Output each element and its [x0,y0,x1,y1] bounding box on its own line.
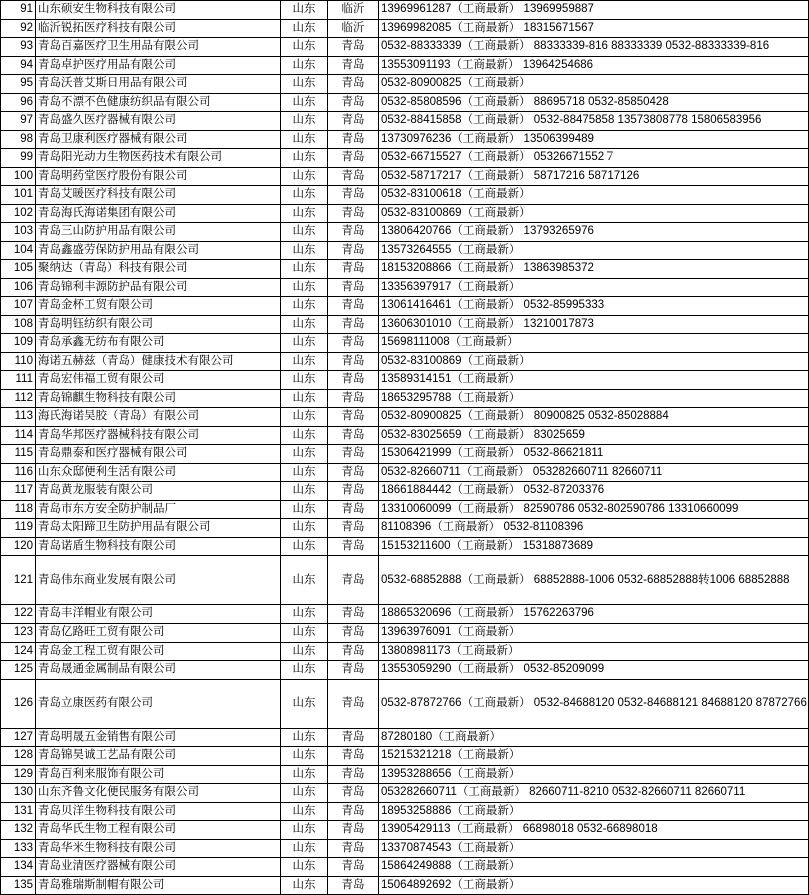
company-name-cell: 青岛海氏海诺集团有限公司 [36,204,281,223]
city-cell: 青岛 [328,297,379,316]
company-name-cell: 青岛沃普艾斯日用品有限公司 [36,75,281,94]
company-name-cell: 海氏海诺吴胶（青岛）有限公司 [36,408,281,427]
city-cell: 青岛 [328,623,379,642]
city-cell: 青岛 [328,839,379,858]
phone-cell: 13553091193（工商最新） 13964254686 [379,56,809,75]
row-index-cell: 134 [1,858,36,877]
phone-cell: 053282660711（工商最新） 82660711-8210 0532-82660711 82660711 [379,784,809,803]
phone-cell: 13730976236（工商最新） 13506399489 [379,130,809,149]
company-name-cell: 青岛华米生物科技有限公司 [36,839,281,858]
table-row[interactable] [1,679,809,728]
province-cell: 山东 [281,537,328,556]
table-row[interactable] [1,334,809,353]
row-index-cell: 100 [1,167,36,186]
province-cell: 山东 [281,112,328,131]
phone-cell: 18661884442（工商最新） 0532-87203376 [379,482,809,501]
company-name-cell: 青岛伟东商业发展有限公司 [36,556,281,605]
company-name-cell: 青岛三山防护用品有限公司 [36,223,281,242]
table-row[interactable] [1,19,809,38]
phone-cell: 13905429113（工商最新） 66898018 0532-66898018 [379,821,809,840]
company-name-cell: 青岛艾暖医疗科技有限公司 [36,186,281,205]
province-cell: 山东 [281,223,328,242]
company-name-cell: 山东众邸便利生活有限公司 [36,463,281,482]
company-name-cell: 青岛雅瑞斯制帽有限公司 [36,876,281,895]
company-name-cell: 青岛华邦医疗器械科技有限公司 [36,426,281,445]
city-cell: 青岛 [328,260,379,279]
province-cell: 山东 [281,519,328,538]
phone-cell: 15698111008（工商最新） [379,334,809,353]
row-index-cell: 114 [1,426,36,445]
company-name-cell: 青岛锦麒生物科技有限公司 [36,389,281,408]
company-name-cell: 青岛不漂不色健康纺织品有限公司 [36,93,281,112]
company-name-cell: 青岛市东方安全防护制品厂 [36,500,281,519]
province-cell: 山东 [281,876,328,895]
phone-cell: 15064892692（工商最新） [379,876,809,895]
row-index-cell: 106 [1,278,36,297]
province-cell: 山东 [281,821,328,840]
row-index-cell: 101 [1,186,36,205]
table-row[interactable] [1,728,809,747]
company-name-cell: 青岛晟通金属制品有限公司 [36,661,281,680]
company-name-cell: 青岛明钰纺织有限公司 [36,315,281,334]
company-name-cell: 青岛百嘉医疗卫生用品有限公司 [36,38,281,57]
table-row[interactable] [1,241,809,260]
city-cell: 青岛 [328,93,379,112]
company-name-cell: 青岛明晟五金销售有限公司 [36,728,281,747]
row-index-cell: 112 [1,389,36,408]
table-row[interactable] [1,186,809,205]
company-name-cell: 青岛百利来服饰有限公司 [36,765,281,784]
province-cell: 山东 [281,839,328,858]
phone-cell: 15864249888（工商最新） [379,858,809,877]
table-row[interactable] [1,278,809,297]
company-name-cell: 青岛鼎泰和医疗器械有限公司 [36,445,281,464]
row-index-cell: 94 [1,56,36,75]
table-row[interactable] [1,204,809,223]
phone-cell: 0532-83100618（工商最新） [379,186,809,205]
row-index-cell: 125 [1,661,36,680]
phone-cell: 13589314151（工商最新） [379,371,809,390]
phone-cell: 18153208866（工商最新） 13863985372 [379,260,809,279]
province-cell: 山东 [281,642,328,661]
company-name-cell: 青岛承鑫无纺布有限公司 [36,334,281,353]
city-cell: 青岛 [328,75,379,94]
province-cell: 山东 [281,278,328,297]
city-cell: 临沂 [328,19,379,38]
city-cell: 青岛 [328,130,379,149]
city-cell: 青岛 [328,642,379,661]
city-cell: 青岛 [328,765,379,784]
company-name-cell: 青岛贝洋生物科技有限公司 [36,802,281,821]
province-cell: 山东 [281,500,328,519]
province-cell: 山东 [281,747,328,766]
row-index-cell: 118 [1,500,36,519]
table-row[interactable] [1,858,809,877]
city-cell: 青岛 [328,747,379,766]
row-index-cell: 97 [1,112,36,131]
phone-cell: 0532-68852888（工商最新） 68852888-1006 0532-68852888转1006 68852888 [379,556,809,605]
table-row[interactable] [1,784,809,803]
city-cell: 临沂 [328,1,379,20]
table-row[interactable] [1,747,809,766]
province-cell: 山东 [281,605,328,624]
row-index-cell: 105 [1,260,36,279]
company-name-cell: 青岛诺盾生物科技有限公司 [36,537,281,556]
city-cell: 青岛 [328,821,379,840]
province-cell: 山东 [281,784,328,803]
phone-cell: 13553059290（工商最新） 0532-85209099 [379,661,809,680]
city-cell: 青岛 [328,408,379,427]
phone-cell: 0532-83100869（工商最新） [379,204,809,223]
city-cell: 青岛 [328,661,379,680]
company-name-cell: 海诺五赫兹（青岛）健康技术有限公司 [36,352,281,371]
phone-cell: 0532-58717217（工商最新） 58717216 58717126 [379,167,809,186]
phone-cell: 0532-88333339（工商最新） 88333339-816 88333339 0532-88333339-816 [379,38,809,57]
table-row[interactable] [1,556,809,605]
province-cell: 山东 [281,1,328,20]
company-name-cell: 青岛亿路旺工贸有限公司 [36,623,281,642]
row-index-cell: 111 [1,371,36,390]
city-cell: 青岛 [328,167,379,186]
province-cell: 山东 [281,93,328,112]
company-name-cell: 青岛金工程工贸有限公司 [36,642,281,661]
table-row[interactable] [1,463,809,482]
province-cell: 山东 [281,408,328,427]
province-cell: 山东 [281,445,328,464]
company-name-cell: 青岛阳光动力生物医药技术有限公司 [36,149,281,168]
province-cell: 山东 [281,679,328,728]
province-cell: 山东 [281,661,328,680]
phone-cell: 0532-82660711（工商最新） 053282660711 82660711 [379,463,809,482]
company-name-cell: 青岛业清医疗器械有限公司 [36,858,281,877]
company-name-cell: 青岛盛久医疗器械有限公司 [36,112,281,131]
row-index-cell: 119 [1,519,36,538]
province-cell: 山东 [281,482,328,501]
province-cell: 山东 [281,56,328,75]
city-cell: 青岛 [328,149,379,168]
table-row[interactable] [1,260,809,279]
company-name-cell: 青岛锦昊诚工艺品有限公司 [36,747,281,766]
province-cell: 山东 [281,352,328,371]
row-index-cell: 102 [1,204,36,223]
city-cell: 青岛 [328,112,379,131]
row-index-cell: 124 [1,642,36,661]
company-name-cell: 聚纳达（青岛）科技有限公司 [36,260,281,279]
table-row[interactable] [1,38,809,57]
row-index-cell: 132 [1,821,36,840]
company-name-cell: 青岛立康医药有限公司 [36,679,281,728]
province-cell: 山东 [281,802,328,821]
phone-cell: 0532-83025659（工商最新） 83025659 [379,426,809,445]
province-cell: 山东 [281,728,328,747]
city-cell: 青岛 [328,334,379,353]
row-index-cell: 130 [1,784,36,803]
table-row[interactable] [1,315,809,334]
company-name-cell: 青岛太阳蹄卫生防护用品有限公司 [36,519,281,538]
table-row[interactable] [1,75,809,94]
phone-cell: 13370874543（工商最新） [379,839,809,858]
table-row[interactable] [1,839,809,858]
phone-cell: 0532-66715527（工商最新） 05326671552７ [379,149,809,168]
table-row[interactable] [1,765,809,784]
province-cell: 山东 [281,38,328,57]
company-name-cell: 青岛鑫盛劳保防护用品有限公司 [36,241,281,260]
table-row[interactable] [1,167,809,186]
phone-cell: 15153211600（工商最新） 15318873689 [379,537,809,556]
table-row[interactable] [1,426,809,445]
province-cell: 山东 [281,75,328,94]
table-row[interactable] [1,623,809,642]
company-name-cell: 青岛金杯工贸有限公司 [36,297,281,316]
company-name-cell: 青岛黄龙服装有限公司 [36,482,281,501]
row-index-cell: 104 [1,241,36,260]
city-cell: 青岛 [328,223,379,242]
company-name-cell: 青岛明药堂医疗股份有限公司 [36,167,281,186]
row-index-cell: 93 [1,38,36,57]
phone-cell: 13356397917（工商最新） [379,278,809,297]
city-cell: 青岛 [328,858,379,877]
table-body [1,1,809,895]
company-name-cell: 青岛锦利丰源防护品有限公司 [36,278,281,297]
city-cell: 青岛 [328,278,379,297]
phone-cell: 13061416461（工商最新） 0532-85995333 [379,297,809,316]
company-name-cell: 青岛卫康利医疗器械有限公司 [36,130,281,149]
phone-cell: 15306421999（工商最新） 0532-86621811 [379,445,809,464]
row-index-cell: 126 [1,679,36,728]
city-cell: 青岛 [328,500,379,519]
phone-cell: 0532-88415858（工商最新） 0532-88475858 13573808778 15806583956 [379,112,809,131]
city-cell: 青岛 [328,352,379,371]
city-cell: 青岛 [328,556,379,605]
company-name-cell: 青岛丰洋帽业有限公司 [36,605,281,624]
table-row[interactable] [1,408,809,427]
city-cell: 青岛 [328,56,379,75]
company-name-cell: 山东硕安生物科技有限公司 [36,1,281,20]
table-row[interactable] [1,445,809,464]
table-row[interactable] [1,371,809,390]
phone-cell: 13969961287（工商最新） 13969959887 [379,1,809,20]
row-index-cell: 128 [1,747,36,766]
phone-cell: 0532-83100869（工商最新） [379,352,809,371]
table-row[interactable] [1,352,809,371]
province-cell: 山东 [281,463,328,482]
table-row[interactable] [1,56,809,75]
phone-cell: 13953288656（工商最新） [379,765,809,784]
city-cell: 青岛 [328,315,379,334]
row-index-cell: 103 [1,223,36,242]
province-cell: 山东 [281,186,328,205]
city-cell: 青岛 [328,186,379,205]
row-index-cell: 98 [1,130,36,149]
phone-cell: 0532-87872766（工商最新） 0532-84688120 0532-84688121 84688120 87872766 [379,679,809,728]
row-index-cell: 107 [1,297,36,316]
row-index-cell: 123 [1,623,36,642]
phone-cell: 0532-85808596（工商最新） 88695718 0532-85850428 [379,93,809,112]
row-index-cell: 127 [1,728,36,747]
phone-cell: 13969982085（工商最新） 18315671567 [379,19,809,38]
phone-cell: 0532-80900825（工商最新） [379,75,809,94]
row-index-cell: 121 [1,556,36,605]
table-row[interactable] [1,130,809,149]
city-cell: 青岛 [328,463,379,482]
row-index-cell: 129 [1,765,36,784]
city-cell: 青岛 [328,679,379,728]
row-index-cell: 110 [1,352,36,371]
phone-cell: 13808981173（工商最新） [379,642,809,661]
city-cell: 青岛 [328,426,379,445]
table-row[interactable] [1,605,809,624]
row-index-cell: 133 [1,839,36,858]
province-cell: 山东 [281,19,328,38]
phone-cell: 13573264555（工商最新） [379,241,809,260]
city-cell: 青岛 [328,204,379,223]
company-name-cell: 青岛宏伟福工贸有限公司 [36,371,281,390]
phone-cell: 13606301010（工商最新） 13210017873 [379,315,809,334]
row-index-cell: 113 [1,408,36,427]
province-cell: 山东 [281,204,328,223]
province-cell: 山东 [281,167,328,186]
province-cell: 山东 [281,130,328,149]
phone-cell: 18653295788（工商最新） [379,389,809,408]
table-row[interactable] [1,519,809,538]
row-index-cell: 95 [1,75,36,94]
city-cell: 青岛 [328,371,379,390]
table-row[interactable] [1,537,809,556]
phone-cell: 13806420766（工商最新） 13793265976 [379,223,809,242]
province-cell: 山东 [281,260,328,279]
city-cell: 青岛 [328,389,379,408]
table-row[interactable] [1,642,809,661]
province-cell: 山东 [281,315,328,334]
province-cell: 山东 [281,334,328,353]
row-index-cell: 116 [1,463,36,482]
province-cell: 山东 [281,297,328,316]
table-row[interactable] [1,876,809,895]
row-index-cell: 120 [1,537,36,556]
table-row[interactable] [1,802,809,821]
table-row[interactable] [1,223,809,242]
city-cell: 青岛 [328,445,379,464]
city-cell: 青岛 [328,728,379,747]
table-row[interactable] [1,482,809,501]
row-index-cell: 135 [1,876,36,895]
row-index-cell: 99 [1,149,36,168]
province-cell: 山东 [281,426,328,445]
city-cell: 青岛 [328,784,379,803]
company-name-cell: 山东齐鲁文化便民服务有限公司 [36,784,281,803]
phone-cell: 18865320696（工商最新） 15762263796 [379,605,809,624]
province-cell: 山东 [281,389,328,408]
city-cell: 青岛 [328,482,379,501]
phone-cell: 0532-80900825（工商最新） 80900825 0532-85028884 [379,408,809,427]
city-cell: 青岛 [328,605,379,624]
row-index-cell: 92 [1,19,36,38]
city-cell: 青岛 [328,241,379,260]
company-name-cell: 青岛卓护医疗用品有限公司 [36,56,281,75]
table-row[interactable] [1,821,809,840]
row-index-cell: 117 [1,482,36,501]
province-cell: 山东 [281,556,328,605]
row-index-cell: 115 [1,445,36,464]
city-cell: 青岛 [328,519,379,538]
company-name-cell: 青岛华氏生物工程有限公司 [36,821,281,840]
phone-cell: 18953258886（工商最新） [379,802,809,821]
city-cell: 青岛 [328,802,379,821]
table-row[interactable] [1,297,809,316]
row-index-cell: 96 [1,93,36,112]
table-row[interactable] [1,661,809,680]
row-index-cell: 108 [1,315,36,334]
province-cell: 山东 [281,623,328,642]
company-name-cell: 临沂锐拓医疗科技有限公司 [36,19,281,38]
city-cell: 青岛 [328,876,379,895]
table-row[interactable] [1,93,809,112]
province-cell: 山东 [281,149,328,168]
phone-cell: 13310060099（工商最新） 82590786 0532-802590786 13310660099 [379,500,809,519]
city-cell: 青岛 [328,38,379,57]
province-cell: 山东 [281,241,328,260]
province-cell: 山东 [281,765,328,784]
province-cell: 山东 [281,371,328,390]
table-row[interactable] [1,149,809,168]
table-row[interactable] [1,1,809,20]
row-index-cell: 109 [1,334,36,353]
table-row[interactable] [1,389,809,408]
table-row[interactable] [1,112,809,131]
row-index-cell: 122 [1,605,36,624]
city-cell: 青岛 [328,537,379,556]
row-index-cell: 91 [1,1,36,20]
phone-cell: 81108396（工商最新） 0532-81108396 [379,519,809,538]
phone-cell: 87280180（工商最新） [379,728,809,747]
row-index-cell: 131 [1,802,36,821]
province-cell: 山东 [281,858,328,877]
table-row[interactable] [1,500,809,519]
phone-cell: 15215321218（工商最新） [379,747,809,766]
phone-cell: 13963976091（工商最新） [379,623,809,642]
